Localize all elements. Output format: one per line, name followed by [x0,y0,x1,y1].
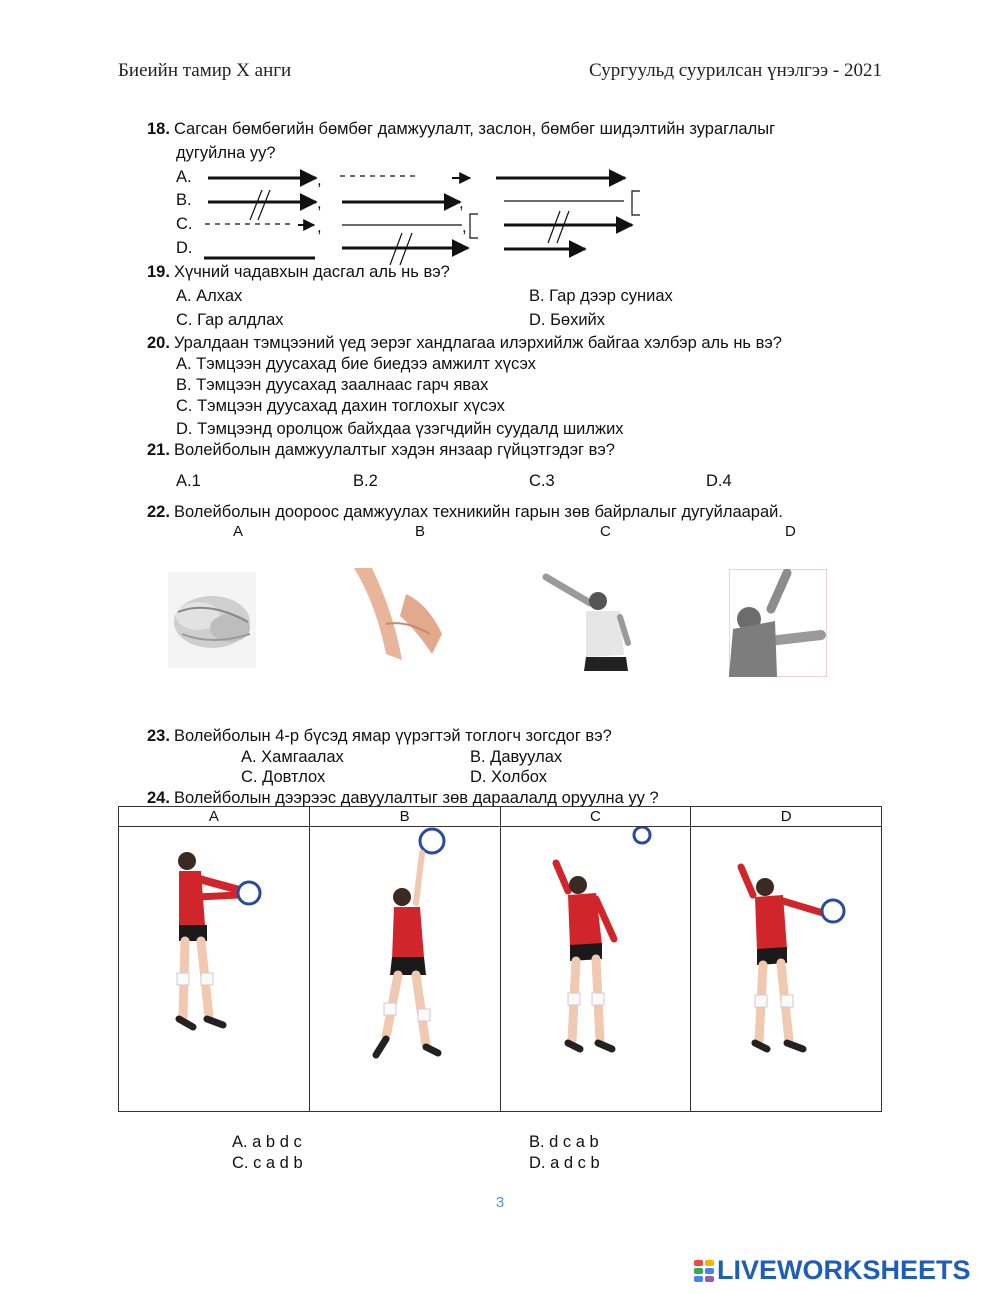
q24-player-b-jumping[interactable] [330,827,480,1107]
q20-number: 20. [147,334,170,352]
q24-option-c[interactable]: C. c a d b [232,1154,303,1172]
q21-option-b[interactable]: B.2 [353,472,378,490]
q22-question [147,502,783,522]
q20-question [147,333,782,353]
q20-option-d[interactable]: D. Тэмцээнд оролцож байхдаа үзэгчдийн суудалд шилжих [176,420,624,438]
q24-col-b: B [309,807,500,827]
q24-option-b[interactable]: B. d c a b [529,1133,599,1151]
q24-image-row [119,827,882,1112]
header-assessment: Сургуульд суурилсан үнэлгээ - 2021 [589,60,882,81]
q24-player-d-ready[interactable] [711,827,861,1107]
q21-option-a[interactable]: A.1 [176,472,201,490]
q18-number: 18. [147,120,170,138]
q24-cell-a [119,827,310,1112]
q24-col-c: C [500,807,691,827]
q18-option-d[interactable]: D. [176,239,193,257]
q19-option-b[interactable]: B. Гар дээр суниах [529,287,673,305]
q20-option-b[interactable]: B. Тэмцээн дуусахад заалнаас гарч явах [176,376,489,394]
q20-option-a[interactable]: A. Тэмцээн дуусахад бие биедээ амжилт хүсэх [176,355,536,373]
q18-b-bracket [632,191,640,215]
q24-number: 24. [147,789,170,807]
q19-option-d[interactable]: D. Бөхийх [529,311,606,329]
q23-number: 23. [147,727,170,745]
q24-option-a[interactable]: A. a b d c [232,1133,302,1151]
q24-option-d[interactable]: D. a d c b [529,1154,600,1172]
q22-label-d: D [785,523,796,540]
q18-comma-c: , [317,218,322,236]
liveworksheets-logo[interactable] [694,1255,971,1286]
q24-serve-table [118,806,882,1112]
q22-text: Волейболын доороос дамжуулах техникийн гарын зөв байрлалыг дугуйлаарай. [173,503,783,521]
q21-question [147,440,615,460]
q24-player-c-tossing[interactable] [520,827,670,1107]
q23-option-b[interactable]: B. Давуулах [470,748,563,766]
q21-text: Волейболын дамжуулалтыг хэдэн янзаар гүйцэтгэдэг вэ? [173,441,615,459]
q23-question [147,726,612,746]
q18-comma-c2: , [462,218,467,236]
q18-diagram [0,0,1000,270]
q24-player-a-holding-ball[interactable] [139,837,289,1097]
q22-photo-c-arm-raised[interactable] [524,557,636,671]
q20-text: Уралдаан тэмцээний үед эерэг хандлагаа илэрхийлж байгаа хэлбэр аль нь вэ? [173,334,782,352]
brand-grid-icon [694,1260,714,1282]
q18-comma-b2: , [459,194,464,212]
q23-option-c[interactable]: C. Довтлох [241,768,326,786]
q22-label-a: A [233,523,244,540]
q18-text-line1: Сагсан бөмбөгийн бөмбөг дамжуулалт, заслон, бөмбөг шидэлтийн зураглалыг [173,120,776,138]
q21-option-d[interactable]: D.4 [706,472,732,490]
q23-text: Волейболын 4-р бүсэд ямар үүрэгтэй тоглогч зогсдог вэ? [173,727,612,745]
q24-col-a: A [119,807,310,827]
q18-c-bracket [470,214,478,238]
q23-option-a[interactable]: A. Хамгаалах [241,748,344,766]
q22-label-c: C [600,523,611,540]
q19-option-c[interactable]: C. Гар алдлах [176,311,284,329]
q21-option-c[interactable]: C.3 [529,472,555,490]
q24-header-row [119,807,882,827]
q22-photo-a-clasped-hands[interactable] [168,572,256,668]
q22-number: 22. [147,503,170,521]
q18-option-b[interactable]: B. [176,191,192,209]
q18-option-c[interactable]: C. [176,215,193,233]
q24-text: Волейболын дээрээс давуулалтыг зөв дараалалд оруулна уу ? [173,789,659,807]
q18-comma-b: , [317,194,322,212]
q20-option-c[interactable]: C. Тэмцээн дуусахад дахин тоглохыг хүсэх [176,397,505,415]
q18-option-a[interactable]: A. [176,168,192,186]
q24-col-d: D [691,807,882,827]
q19-question [147,262,450,282]
q19-text: Хүчний чадавхын дасгал аль нь вэ? [173,263,450,281]
q22-photo-b-open-hands[interactable] [346,564,452,672]
q22-label-b: B [415,523,426,540]
q18-text-line2: дугуйлна уу? [176,144,276,162]
q24-question [147,788,659,808]
q18-comma-a: , [317,171,322,189]
q22-photo-d-two-arms[interactable] [729,569,827,677]
q24-cell-c [500,827,691,1112]
q23-option-d[interactable]: D. Холбох [470,768,548,786]
brand-name: LIVEWORKSHEETS [717,1255,971,1285]
page-number: 3 [495,1194,505,1211]
q24-cell-d [691,827,882,1112]
q24-cell-b [309,827,500,1112]
q19-number: 19. [147,263,170,281]
header-subject: Биеийн тамир X анги [118,60,292,81]
q19-option-a[interactable]: A. Алхах [176,287,243,305]
q21-number: 21. [147,441,170,459]
